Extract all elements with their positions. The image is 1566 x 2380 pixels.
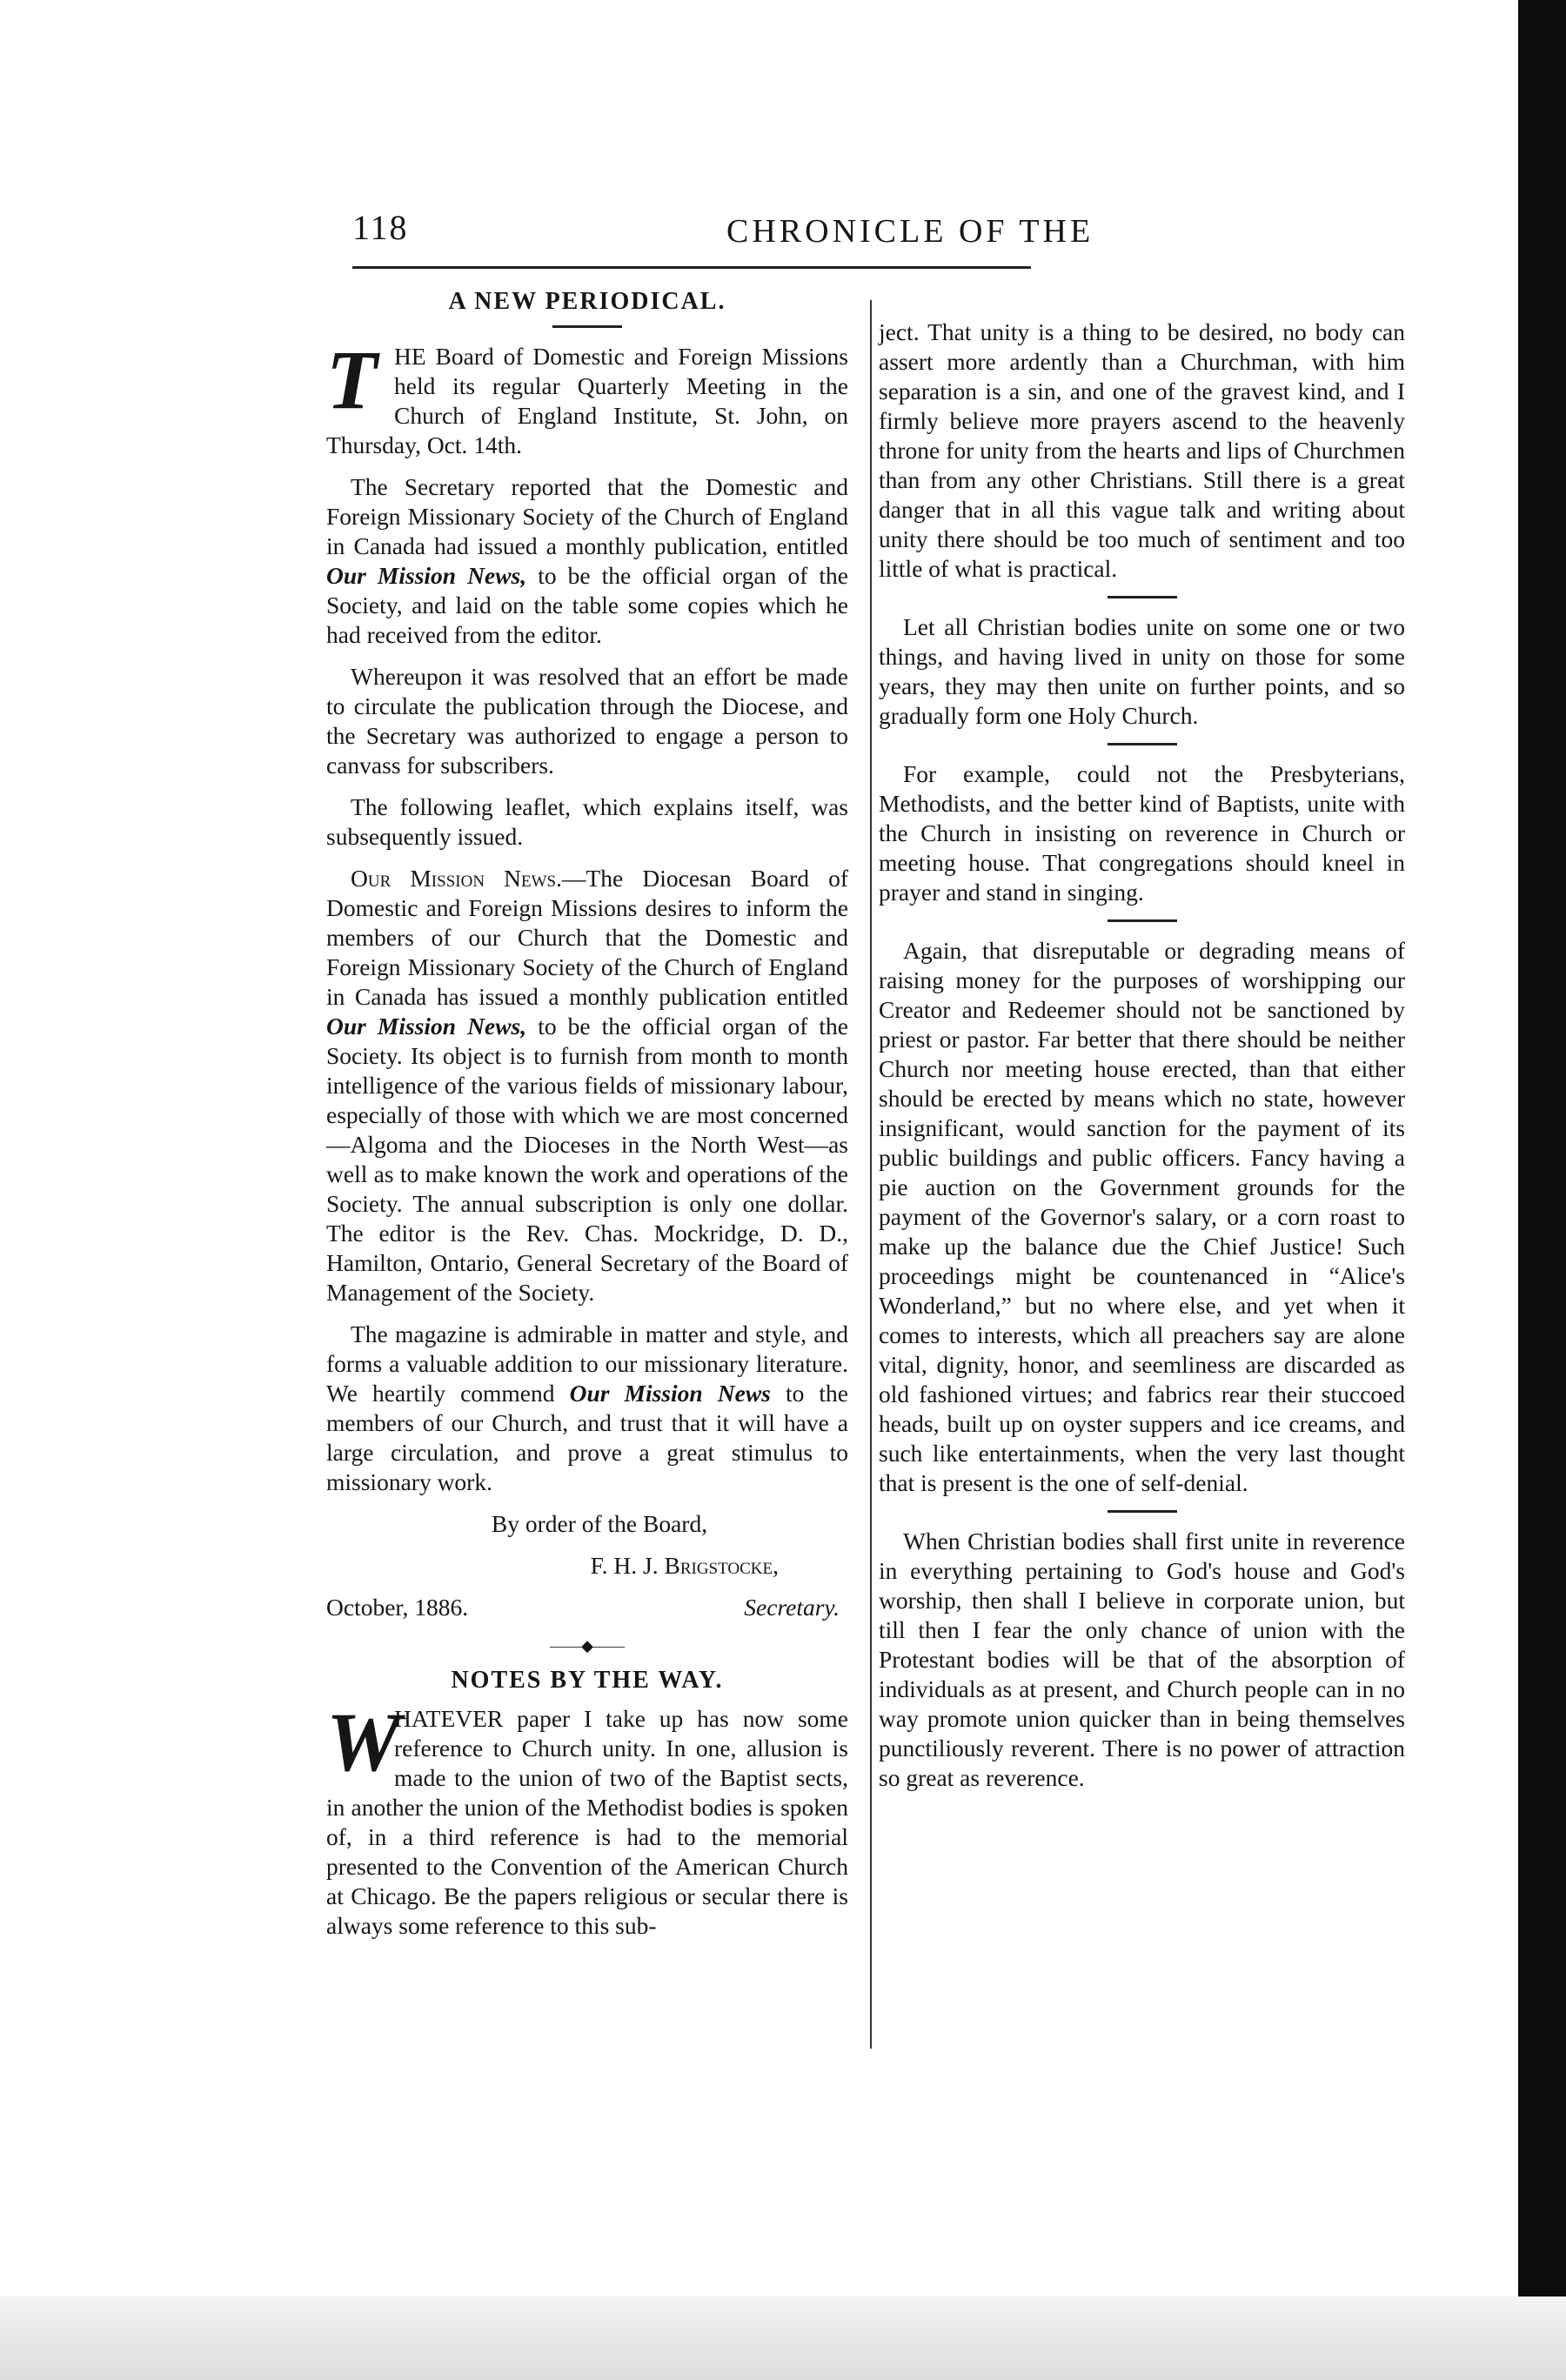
board-order: By order of the Board, — [491, 1510, 708, 1537]
right-column — [879, 318, 1405, 1805]
paragraph: Again, that disreputable or degrading means of raising money for the purposes of worshipping our Creator and Redeemer should not be sanctioned by priest or pastor. Far better that there should be neither Church nor meeting house erected, than that either should be erected by means which no state, however insignificant, would sanction for the payment of its public buildings and public officers. Fancy having a pie auction on the Government grounds for the payment of the Governor's salary, or a corn roast to make up the balance due the Chief Justice! Such proceedings might be countenanced in “Alice's Wonderland,” but no where else, and yet when it comes to interests, which all preachers say are alone vital, dignity, honor, and seemliness are discarded as old fashioned virtues; and fabrics rear their stuccoed heads, built up on oyster suppers and ice creams, and such like entertainments, when the very last thought that is present is the one of self-denial. — [879, 937, 1405, 1496]
page-number: 118 — [352, 208, 409, 247]
paragraph-text: to the members of our Church, and trust that it will have a large circulation, and prove a great stimulus to missionary work. — [326, 1380, 848, 1495]
section-rule — [1108, 596, 1177, 598]
paragraph — [326, 333, 848, 460]
paragraph: The following leaflet, which explains itself, was subsequently issued. — [326, 793, 848, 850]
column-rule — [870, 300, 872, 2049]
paragraph: ject. That unity is a thing to be desired, no body can assert more ardently than a Churchman, with him separation is a sin, and one of the gravest kind, and I firmly believe more prayers ascend to the heavenly throne for unity from the hearts and lips of Churchmen than from any other Christians. Still there is a great danger that in all this vague talk and writing about unity there should be too much of sentiment and too little of what is practical. — [879, 318, 1405, 582]
paragraph: Let all Christian bodies unite on some one or two things, and having lived in unity on those for some years, they may then unite on further points, and so gradually form one Holy Church. — [879, 613, 1405, 729]
article-title-new-periodical: A NEW PERIODICAL. — [448, 288, 726, 315]
paragraph-text: to be the official organ of the Society. Its object is to furnish from month to month intelligence of the various fields of missionary labour, especially of those with which we are most concerned—Algoma and the Dioceses in the North West—as well as to make known the work and operations of the Society. The annual subscription is only one dollar. The editor is the Rev. Chas. Mockridge, D. D., Hamilton, Ontario, General Secretary of the Board of Management of the Society. — [326, 1013, 849, 1306]
periodical-title: Our Mission News, — [326, 562, 527, 589]
drop-cap: W — [326, 1695, 401, 1788]
date: October, 1886. — [326, 1594, 469, 1621]
leaflet-paragraph — [326, 864, 848, 1307]
paragraph-text: The magazine is admirable in matter and style, and forms a valuable addition to our missionary literature. We heartily commend — [326, 1320, 848, 1407]
paragraph — [326, 1320, 848, 1497]
section-rule — [1108, 1510, 1177, 1513]
periodical-title: Our Mission News, — [326, 1013, 527, 1040]
paragraph: Whereupon it was resolved that an effort be made to circulate the publication through the Diocese, and the Secretary was authorized to engage a person to canvass for subscribers. — [326, 663, 848, 779]
scan-edge-right — [1518, 0, 1566, 2380]
paragraph-text: —The Diocesan Board of Domestic and Foreign Missions desires to inform the members of our Church that the Domestic and Foreign Missionary Society of the Church of England in Canada has issued a monthly publication entitled — [326, 865, 849, 1010]
paragraph-text: HATEVER paper I take up has now some reference to Church unity. In one, allusion is made to the union of two of the Baptist sects, in another the union of the Methodist bodies is spoken of, in a third reference is had to the memorial presented to the Convention of the American Church at Chicago. Be the papers religious or secular there is always some reference to this sub- — [326, 1705, 848, 1939]
paragraph — [326, 472, 848, 650]
scan-edge-bottom — [0, 2296, 1566, 2380]
drop-cap: T — [326, 333, 378, 426]
running-head: CHRONICLE OF THE — [726, 213, 1094, 250]
paragraph: For example, could not the Presbyterians, Methodists, and the better kind of Baptists, unite with the Church in insisting on reverence in Church or meeting house. That congregations should kneel in prayer and stand in singing. — [879, 760, 1405, 906]
left-column — [326, 287, 848, 1953]
section-rule — [1108, 743, 1177, 745]
page-header — [352, 207, 1094, 259]
article-title-notes-by-the-way: NOTES BY THE WAY. — [451, 1667, 724, 1694]
title-rule — [552, 325, 622, 328]
lead-in: Our Mission News. — [351, 865, 562, 892]
signature-line — [326, 1593, 848, 1622]
periodical-title: Our Mission News — [569, 1380, 771, 1407]
paragraph: When Christian bodies shall first unite in reverence in everything pertaining to God's house and God's worship, then shall I believe in corporate union, but till then I fear the only chance of union with the Protestant bodies will be that of the absorption of individuals as at present, and Church people can in no way promote union quicker than in being themselves punctiliously reverent. There is no power of attraction so great as reverence. — [879, 1528, 1405, 1791]
paragraph-text: The Secretary reported that the Domestic and Foreign Missionary Society of the Church of England in Canada had issued a monthly publication, entitled — [326, 473, 848, 559]
paragraph-text: to be the official organ of the Society, and laid on the table some copies which he had received from the editor. — [326, 562, 849, 648]
signatory: F. H. J. Brigstocke, — [590, 1552, 779, 1579]
signatory-title: Secretary. — [744, 1594, 840, 1621]
paragraph — [326, 1695, 848, 1941]
ornament-divider: ——◆—— — [550, 1637, 625, 1655]
paragraph-text: HE Board of Domestic and Foreign Missions held its regular Quarterly Meeting in the Church of England Institute, St. John, on Thursday, Oct. 14th. — [326, 343, 848, 458]
section-rule — [1108, 919, 1177, 922]
header-rule — [352, 266, 1031, 269]
